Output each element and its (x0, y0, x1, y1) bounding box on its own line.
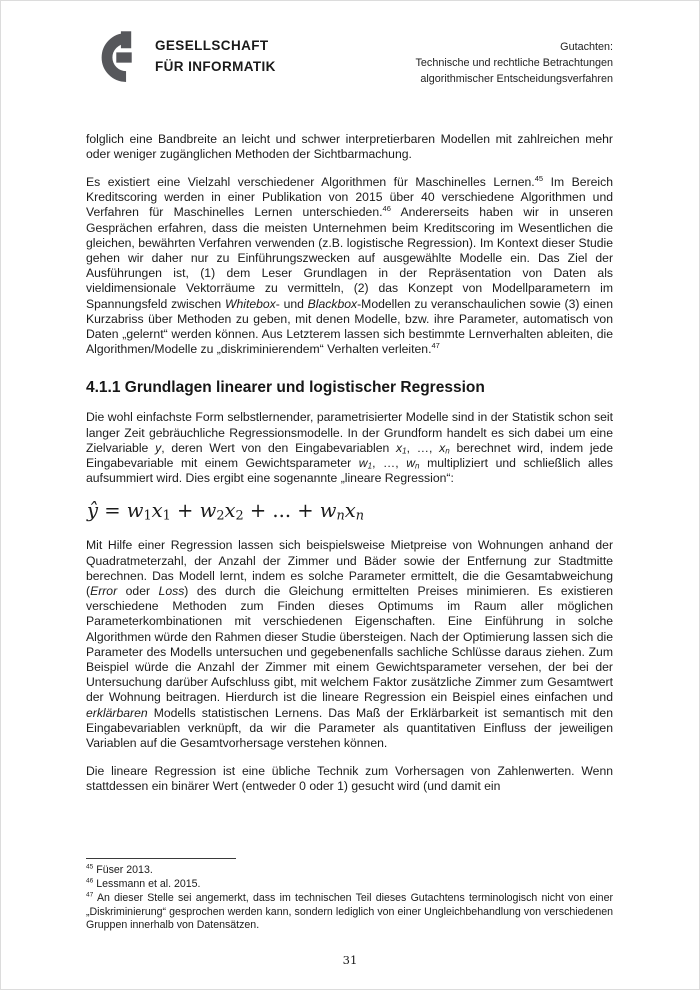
text-run: Error (90, 584, 118, 599)
footnote-47 (86, 892, 613, 932)
text-run: 2 (216, 508, 225, 524)
page-number: 31 (342, 953, 358, 967)
footnote-45 (86, 864, 613, 877)
document-title (416, 29, 613, 88)
footnotes-section (86, 858, 613, 933)
text-run: w (406, 456, 416, 471)
organization-name-line2: FÜR INFORMATIK (155, 59, 276, 74)
document-title-line3: algorithmischer Entscheidungsverfahren (420, 73, 613, 86)
text-run: 1 (162, 508, 171, 524)
text-run: Es existiert eine Vielzahl verschiedener Algorithmen für Maschinelles Lernen. (86, 174, 535, 189)
paragraph (86, 538, 613, 751)
text-run: x (396, 440, 403, 455)
text-run: ŷ (87, 499, 99, 523)
footnote-reference: 46 (382, 204, 391, 214)
text-run: 1 (143, 508, 152, 524)
text-run: oder (117, 584, 159, 599)
organization-name-line1: GESELLSCHAFT (155, 38, 269, 54)
text-run: berechnet wird, indem jede Eingabevariable mit einem Gewichtsparameter (86, 440, 613, 471)
text-run: folglich eine Bandbreite an leicht und schwer interpretierbaren Modellen mit zahlreichen mehr oder weniger zugänglichen Methoden der Sichtbarmachung. (86, 131, 613, 161)
text-run: Lessmann et al. 2015. (93, 878, 201, 891)
text-run: n (355, 508, 365, 524)
footnote-reference: 47 (86, 891, 94, 899)
text-run: x (224, 499, 236, 523)
organization-brand (88, 29, 276, 85)
gi-logo-icon (88, 29, 142, 85)
text-run: Im Bereich Kreditscoring werden in einer Publikation von 2015 über 40 verschiedene Algorithmen und Verfahren für Maschinelles Lernen unterschieden. (86, 174, 613, 220)
text-run: Die wohl einfachste Form selbstlernender, parametrisierter Modelle sind in der Statistik schon seit langer Zeit gebräuchliche Regressionsmodelle. In der Grundform handelt es sich dabei um eine Zielvariable (86, 410, 613, 455)
text-run: Loss (158, 584, 185, 599)
text-run: erklärbaren (86, 705, 148, 720)
text-run: , deren Wert von den Eingabevariablen (161, 440, 397, 455)
paragraph (86, 764, 613, 794)
text-run: Modells statistischen Lernens. Das Maß der Erklärbarkeit ist semantisch mit den Eingabevariablen verknüpft, da wir die Parameter als quantitativen Einfluss der jeweiligen Variablen auf die Gesamtvorhersage verstehen können. (86, 705, 613, 751)
paragraph (86, 132, 613, 162)
footnote-reference: 45 (86, 863, 94, 871)
paragraph (86, 410, 613, 486)
text-run: multipliziert und schließlich alles aufsummiert wird. Dies ergibt eine sogenannte „lineare Regression“: (86, 456, 614, 486)
text-run: , …, (406, 440, 440, 455)
text-run: Andererseits haben wir in unseren Gesprächen erfahren, dass die meisten Unternehmen beim Kreditscoring im Wesentlichen die gleichen, bewährten Verfahren verwenden (z.B. logistische Regression). Im Kontext dieser Studie gehen wir daher nur zu Einführungszwecken auf ausgewählte Modelle ein. Das Ziel der Ausführungen ist, (1) dem Leser Grundlagen in der Repräsentation von Daten als vieldimensionale Vektorräume zu vermitteln, (2) das Konzept von Modellparametern im Spannungsfeld zwischen (86, 205, 613, 311)
text-run: - und (275, 296, 308, 311)
footnote-reference: 47 (431, 341, 440, 351)
document-title-line2: Technische und rechtliche Betrachtungen (415, 57, 613, 70)
text-run: w (199, 499, 217, 523)
footnote-separator (86, 858, 236, 859)
text-run: x (344, 499, 356, 523)
text-run: ) des durch die Gleichung ermittelten Preises minimieren. Es existieren verschiedene Methoden zum Finden dieses Optimums im Raum aller möglichen Parameterkombinationen mit verschiedenen Eigenschaften. Eine Einführung in solche Algorithmen würde den Rahmen dieser Studie übersteigen. Nach der Optimierung lassen sich die Parameter des Modells untersuchen und gegebenenfalls sachliche Schlüsse daraus ziehen. Zum Beispiel würde die Anzahl der Zimmer mit einem Gewichtsparameter versehen, der bei der Untersuchung darüber Aufschluss gibt, mit welchem Faktor zusätzliche Zimmer zum Gesamtwert der Wohnung beitragen. Hierdurch ist die lineare Regression ein Beispiel eines einfachen und (86, 584, 613, 705)
text-run: + (170, 499, 200, 523)
text-run: Füser 2013. (93, 863, 153, 876)
text-run: w (319, 499, 337, 523)
document-title-line1: Gutachten: (560, 41, 613, 53)
text-run: n (336, 508, 345, 524)
paragraph (86, 175, 613, 357)
text-run: An dieser Stelle sei angemerkt, dass im technischen Teil dieses Gutachtens terminologisch nicht von einer „Diskriminierung“ gesprochen werden kann, sondern lediglich von einer Ungleichbehandlung von verschiedenen Gruppen innerhalb von Datensätzen. (86, 892, 613, 931)
text-run: Die lineare Regression ist eine übliche Technik zum Vorhersagen von Zahlenwerten. Wenn stattdessen ein binärer Wert (entweder 0 oder 1) gesucht wird (und damit ein (86, 764, 613, 794)
gi-logo-i-bar (121, 31, 131, 48)
page-header (86, 29, 613, 88)
text-run: x (439, 440, 446, 455)
text-run: Whitebox (224, 296, 276, 311)
text-run: Blackbox (307, 296, 358, 311)
text-run: n (415, 461, 420, 471)
text-run: 1 (367, 461, 373, 471)
text-run: x (151, 499, 163, 523)
text-run: + ... + (243, 499, 320, 523)
text-run: w (358, 456, 368, 471)
footnote-reference: 45 (534, 173, 544, 183)
footnote-reference: 46 (86, 877, 94, 885)
section-heading (86, 379, 613, 397)
text-run: n (445, 446, 450, 456)
linear-regression-formula (87, 499, 613, 522)
text-run: = (98, 499, 127, 523)
text-run: w (126, 499, 144, 523)
text-run: 4.1.1 Grundlagen linearer und logistischer Regression (86, 379, 485, 397)
document-content (86, 132, 613, 795)
gi-logo-g-bar (116, 52, 131, 62)
organization-name (155, 36, 276, 78)
text-run: -Modellen zu veranschaulichen sowie (3) einen Kurzabriss über Methoden zu geben, mit denen Modelle, bzw. ihre Parameter, automatisch von Daten „gelernt“ werden können. Aus Letzterem lassen sich bestimmte Lernverhalten ableiten, die Algorithmen/Modelle zu „diskriminierendem“ Verhalten verleiten. (86, 296, 614, 357)
text-run: 1 (402, 446, 407, 456)
text-run: Mit Hilfe einer Regression lassen sich beispielsweise Mietpreise von Wohnungen anhand der Quadratmeterzahl, der Anzahl der Zimmer und Bäder sowie der Entfernung zur Stadtmitte berechnen. Das Modell lernt, indem es solche Parameter ermittelt, die die Gesamtabweichung ( (86, 538, 613, 599)
text-run: y (155, 440, 162, 455)
text-run: 2 (235, 508, 244, 524)
footnote-46 (86, 878, 613, 891)
text-run: , …, (372, 456, 407, 471)
